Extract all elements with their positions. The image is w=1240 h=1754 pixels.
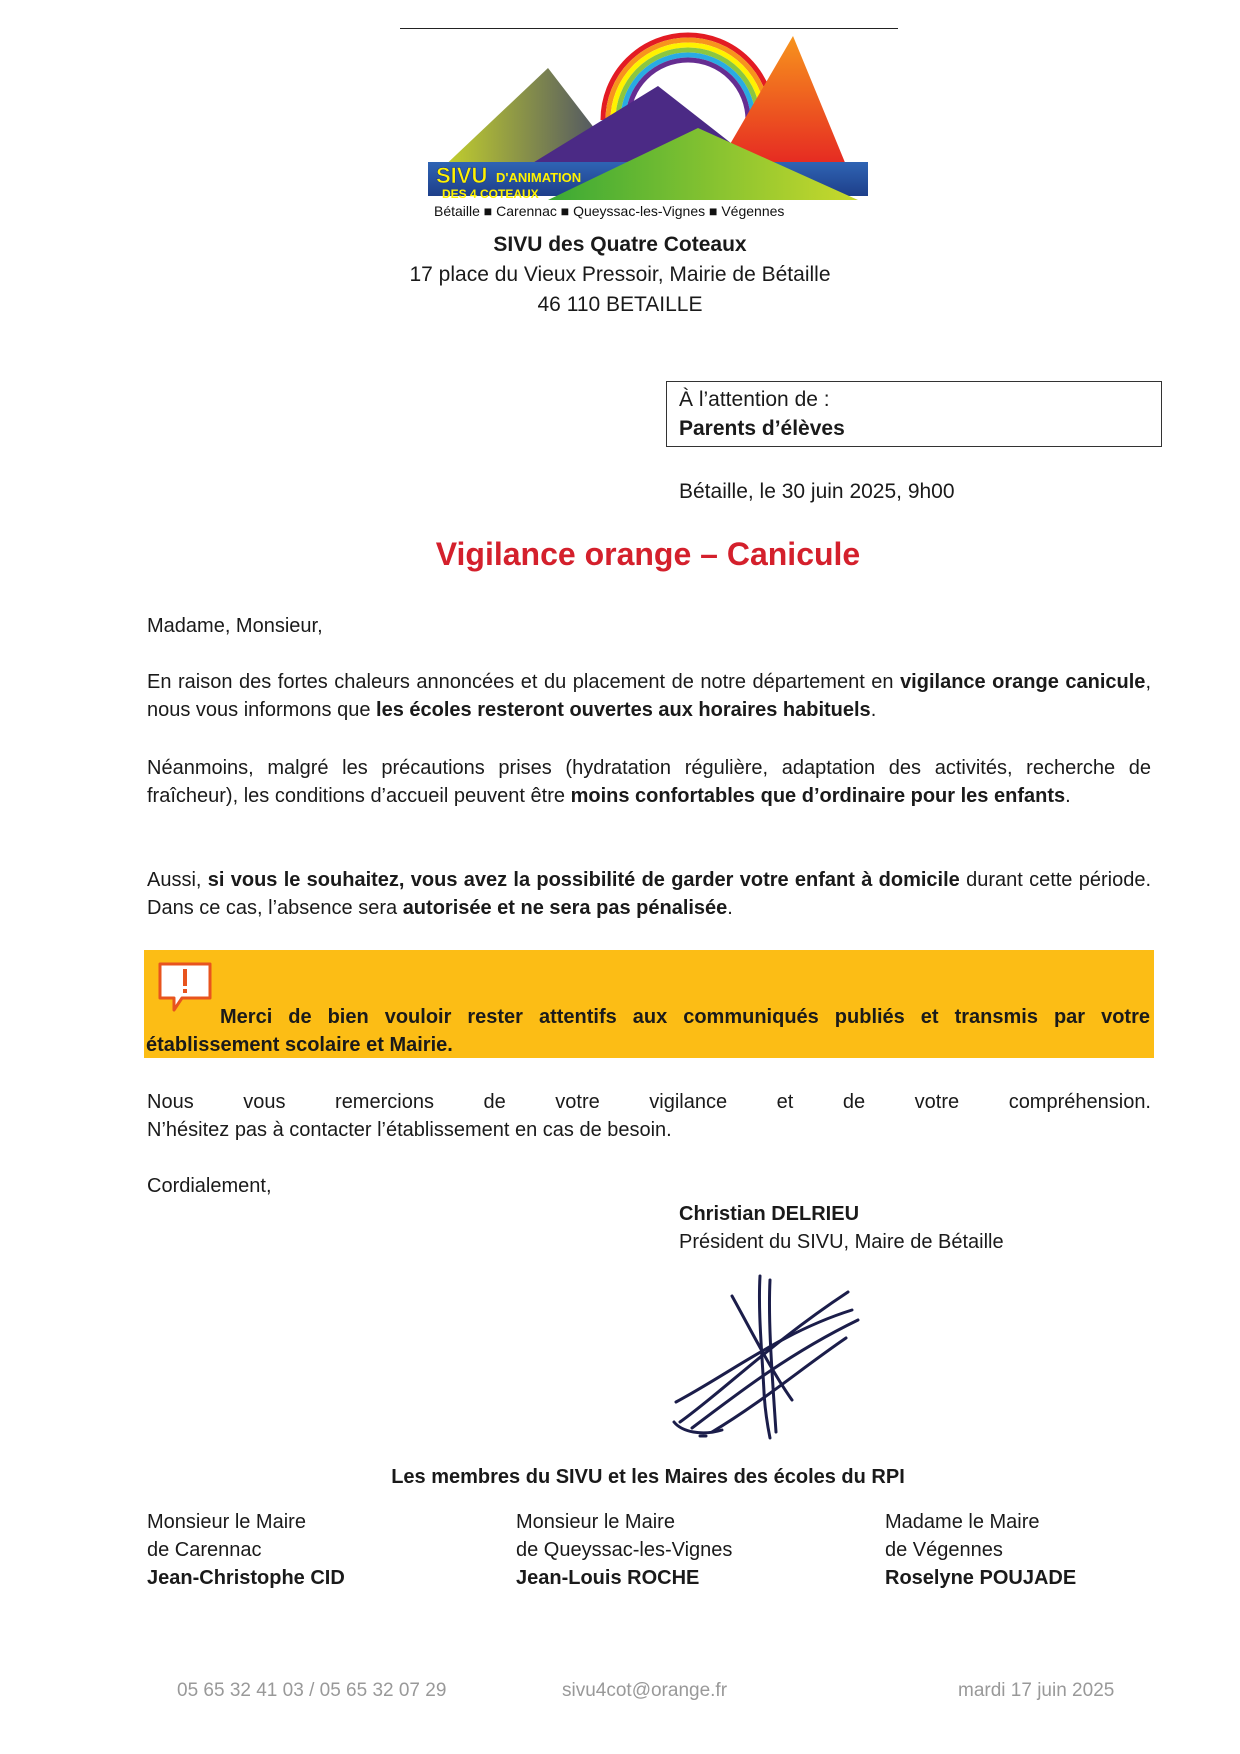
mayor-name: Jean-Louis ROCHE (516, 1567, 700, 1589)
paragraph-2 (147, 754, 1151, 810)
mayor-commune: de Queyssac-les-Vignes (516, 1539, 733, 1561)
p3-bold-1: si vous le souhaitez, vous avez la possibilité de garder votre enfant à domicile (207, 869, 960, 891)
p1-text-1: En raison des fortes chaleurs annoncées et du placement de notre département en (147, 671, 901, 693)
svg-text:SIVU (436, 163, 487, 188)
p3-text-2: durant cette période. Dans ce cas, l’absence sera (147, 869, 1152, 919)
svg-text:Bétaille ■ Carennac ■ Queyssac (434, 203, 784, 219)
p3-text-1: Aussi, (147, 869, 208, 891)
mayor-role: Monsieur le Maire (516, 1511, 675, 1533)
paragraph-4 (147, 1088, 1151, 1144)
mayor-block (885, 1508, 1225, 1592)
p4-line-1: Nous vous remercions de votre vigilance et de votre compréhension. (147, 1091, 1151, 1113)
notice-text: Merci de bien vouloir rester attentifs aux communiqués publiés et transmis par votre établissement scolaire et Mairie. (146, 1006, 1150, 1056)
attention-recipient: Parents d’élèves (679, 417, 845, 440)
sivu-logo (428, 32, 878, 224)
paragraph-3 (147, 866, 1151, 922)
mayor-name: Roselyne POUJADE (885, 1567, 1077, 1589)
p3-text-3: . (727, 897, 733, 919)
org-address-line1: 17 place du Vieux Pressoir, Mairie de Bétaille (409, 263, 831, 286)
mayor-name: Jean-Christophe CID (147, 1567, 345, 1589)
org-name: SIVU des Quatre Coteaux (493, 233, 747, 256)
mayor-block (516, 1508, 856, 1592)
notice-banner (144, 950, 1154, 1058)
header-rule (400, 28, 898, 29)
p4-line-2: N’hésitez pas à contacter l’établissement en cas de besoin. (147, 1119, 672, 1141)
mayor-role: Monsieur le Maire (147, 1511, 306, 1533)
handwritten-signature (672, 1272, 862, 1440)
p3-bold-2: autorisée et ne sera pas pénalisée (402, 897, 728, 919)
p2-text-2: . (1065, 785, 1071, 807)
p1-text-2: , nous vous informons que (147, 671, 1151, 721)
mayor-role: Madame le Maire (885, 1511, 1040, 1533)
org-address-line2: 46 110 BETAILLE (537, 293, 703, 316)
logo-subtitle-line2: DES 4 COTEAUX (442, 187, 539, 201)
p1-text-3: . (870, 699, 877, 721)
signatory-title: Président du SIVU, Maire de Bétaille (679, 1231, 1004, 1253)
logo-title: SIVU (436, 163, 488, 188)
footer-email[interactable]: sivu4cot@orange.fr (562, 1680, 728, 1701)
svg-text:DES 4 COTEAUX (442, 187, 539, 201)
footer-phones: 05 65 32 41 03 / 05 65 32 07 29 (177, 1680, 447, 1701)
attention-label: À l’attention de : (679, 388, 830, 411)
logo-subtitle-line1: D'ANIMATION (496, 170, 582, 185)
signatory-name: Christian DELRIEU (679, 1203, 860, 1225)
mayor-commune: de Végennes (885, 1539, 1003, 1561)
p1-bold-1: vigilance orange canicule (900, 671, 1146, 693)
svg-text:D'ANIMATION (496, 170, 581, 185)
attention-box (666, 381, 1162, 447)
mayor-block (147, 1508, 487, 1592)
closing: Cordialement, (147, 1175, 272, 1197)
members-title: Les membres du SIVU et les Maires des écoles du RPI (391, 1466, 905, 1488)
date-line: Bétaille, le 30 juin 2025, 9h00 (679, 480, 955, 503)
p2-text-1: Néanmoins, malgré les précautions prises (hydratation régulière, adaptation des activités, recherche de fraîcheur), les conditions d’accueil peuvent être (147, 757, 1151, 807)
p1-bold-2: les écoles resteront ouvertes aux horaires habituels (376, 699, 871, 721)
paragraph-1 (147, 668, 1151, 724)
p2-bold-1: moins confortables que d’ordinaire pour les enfants (570, 785, 1066, 807)
salutation: Madame, Monsieur, (147, 615, 323, 637)
logo-communes: Bétaille ■ Carennac ■ Queyssac-les-Vignes ■ Végennes (434, 203, 785, 219)
subject-title: Vigilance orange – Canicule (435, 536, 861, 572)
mayor-commune: de Carennac (147, 1539, 262, 1561)
footer-date: mardi 17 juin 2025 (958, 1680, 1115, 1701)
